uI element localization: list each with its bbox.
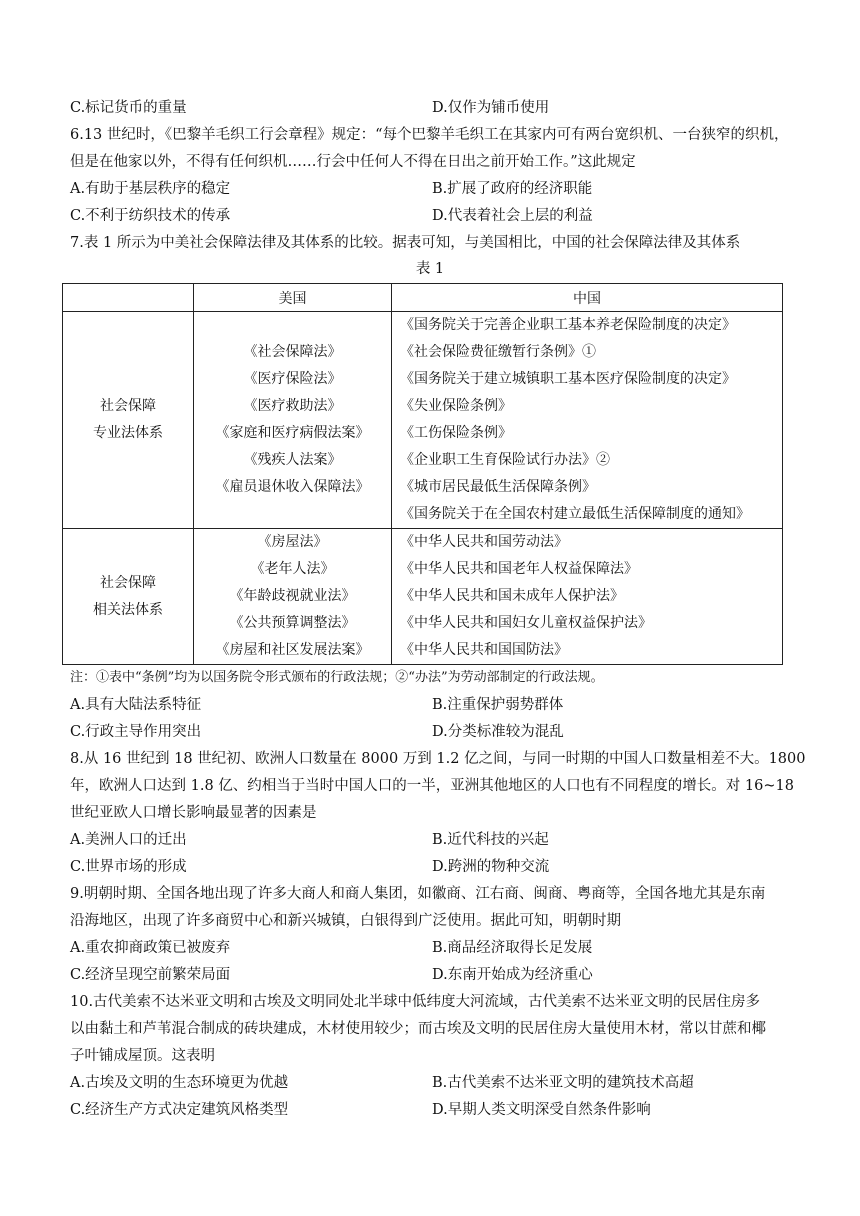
q7-option-d[interactable]: D.分类标准较为混乱 <box>432 724 564 740</box>
list-item: 《中华人民共和国未成年人保护法》 <box>400 588 624 604</box>
q6-option-d[interactable]: D.代表着社会上层的利益 <box>432 208 593 224</box>
q8-option-c[interactable]: C.世界市场的形成 <box>70 859 187 875</box>
table-row <box>63 529 783 665</box>
row-label-line: 社会保障 <box>100 574 156 591</box>
q8-option-b[interactable]: B.近代科技的兴起 <box>432 832 549 848</box>
cn-professional-laws <box>392 312 783 529</box>
list-item: 《失业保险条例》 <box>400 398 512 414</box>
table-header-row <box>63 284 783 312</box>
table-caption: 表 1 <box>415 261 445 277</box>
row-label-line: 专业法体系 <box>93 425 163 441</box>
list-item: 《中华人民共和国劳动法》 <box>400 534 568 550</box>
cn-related-laws <box>392 529 783 665</box>
list-item: 《城市居民最低生活保障条例》 <box>400 479 596 495</box>
list-item: 《企业职工生育保险试行办法》② <box>400 452 610 468</box>
list-item: 《社会保障法》 <box>243 344 342 360</box>
q6-stem-line2: 但是在他家以外，不得有任何织机……行会中任何人不得在日出之前开始工作。”这此规定 <box>70 154 636 170</box>
q7-option-c[interactable]: C.行政主导作用突出 <box>70 724 202 740</box>
list-item: 《残疾人法案》 <box>243 452 342 468</box>
table-note: 注：①表中“条例”均为以国务院令形式颁布的行政法规；②“办法”为劳动部制定的行政法规。 <box>70 670 604 685</box>
row-label-professional-law <box>63 312 194 529</box>
q8-stem-line2: 年，欧洲人口达到 1.8 亿、约相当于当时中国人口的一半，亚洲其他地区的人口也有不同程度的增长。对 16~18 <box>70 778 794 794</box>
q8-stem-line3: 世纪亚欧人口增长影响最显著的因素是 <box>70 805 317 821</box>
q10-option-c[interactable]: C.经济生产方式决定建筑风格类型 <box>70 1102 289 1118</box>
list-item: 《房屋法》 <box>257 534 328 550</box>
q5-option-c[interactable]: C.标记货币的重量 <box>70 100 187 116</box>
q9-stem-line1: 9.明朝时期、全国各地出现了许多大商人和商人集团，如徽商、江右商、闽商、粤商等，全国各地尤其是东南 <box>70 886 766 902</box>
list-item: 《年龄歧视就业法》 <box>229 588 356 604</box>
comparison-table <box>62 283 783 665</box>
q6-option-b[interactable]: B.扩展了政府的经济职能 <box>432 181 593 197</box>
q10-option-b[interactable]: B.古代美索不达米亚文明的建筑技术高超 <box>432 1075 694 1091</box>
q10-stem-line2: 以由黏土和芦苇混合制成的砖块建成，木材使用较少；而古埃及文明的民居住房大量使用木材，常以甘蔗和椰 <box>70 1021 766 1037</box>
row-label-line: 社会保障 <box>100 398 156 414</box>
list-item: 《医疗救助法》 <box>243 398 342 414</box>
q6-option-c[interactable]: C.不利于纺织技术的传承 <box>70 208 231 224</box>
list-item: 《社会保险费征缴暂行条例》① <box>400 344 596 360</box>
q9-option-a[interactable]: A.重农抑商政策已被废弃 <box>70 940 231 956</box>
list-item: 《公共预算调整法》 <box>229 615 356 631</box>
list-item: 《家庭和医疗病假法案》 <box>215 425 370 441</box>
list-item: 《中华人民共和国老年人权益保障法》 <box>400 561 638 577</box>
list-item: 《中华人民共和国妇女儿童权益保护法》 <box>400 615 652 631</box>
q8-stem-line1: 8.从 16 世纪到 18 世纪初、欧洲人口数量在 8000 万到 1.2 亿之间，与同一时期的中国人口数量相差不大。1800 <box>70 751 806 767</box>
us-related-laws <box>194 529 392 665</box>
q6-option-a[interactable]: A.有助于基层秩序的稳定 <box>70 181 231 197</box>
q8-option-a[interactable]: A.美洲人口的迁出 <box>70 832 187 848</box>
q5-option-d[interactable]: D.仅作为铺币使用 <box>432 100 550 116</box>
q9-option-b[interactable]: B.商品经济取得长足发展 <box>432 940 593 956</box>
q7-option-b[interactable]: B.注重保护弱势群体 <box>432 697 564 713</box>
q9-option-d[interactable]: D.东南开始成为经济重心 <box>432 967 593 983</box>
row-label-related-law <box>63 529 194 665</box>
q10-option-a[interactable]: A.古埃及文明的生态环境更为优越 <box>70 1075 289 1091</box>
q7-stem-line1: 7.表 1 所示为中美社会保障法律及其体系的比较。据表可知，与美国相比，中国的社会保障法律及其体系 <box>70 235 741 251</box>
list-item: 《国务院关于在全国农村建立最低生活保障制度的通知》 <box>400 506 750 522</box>
row-label-line: 相关法体系 <box>93 601 163 618</box>
q6-stem-line1: 6.13 世纪时，《巴黎羊毛织工行会章程》规定：“每个巴黎羊毛织工在其家内可有两台宽织机、一台狭窄的织机， <box>70 127 789 143</box>
q7-option-a[interactable]: A.具有大陆法系特征 <box>70 697 202 713</box>
q9-stem-line2: 沿海地区，出现了许多商贸中心和新兴城镇，白银得到广泛使用。据此可知，明朝时期 <box>70 913 621 929</box>
list-item: 《房屋和社区发展法案》 <box>215 642 370 658</box>
q8-option-d[interactable]: D.跨洲的物种交流 <box>432 859 550 875</box>
list-item: 《老年人法》 <box>250 561 335 577</box>
list-item: 《国务院关于完善企业职工基本养老保险制度的决定》 <box>400 317 736 333</box>
header-us: 美国 <box>194 284 392 312</box>
q9-option-c[interactable]: C.经济呈现空前繁荣局面 <box>70 967 231 983</box>
q10-stem-line1: 10.古代美索不达米亚文明和古埃及文明同处北半球中低纬度大河流域，古代美索不达米亚文明的民居住房多 <box>70 994 761 1010</box>
header-cn: 中国 <box>392 284 783 312</box>
list-item: 《医疗保险法》 <box>243 371 342 387</box>
q10-stem-line3: 子叶铺成屋顶。这表明 <box>70 1048 215 1064</box>
list-item: 《工伤保险条例》 <box>400 425 512 441</box>
list-item: 《雇员退休收入保障法》 <box>215 479 370 495</box>
list-item: 《中华人民共和国国防法》 <box>400 642 568 658</box>
list-item: 《国务院关于建立城镇职工基本医疗保险制度的决定》 <box>400 371 736 387</box>
table-row <box>63 312 783 529</box>
us-professional-laws <box>194 312 392 529</box>
q10-option-d[interactable]: D.早期人类文明深受自然条件影响 <box>432 1102 651 1118</box>
header-empty-cell <box>63 284 194 312</box>
